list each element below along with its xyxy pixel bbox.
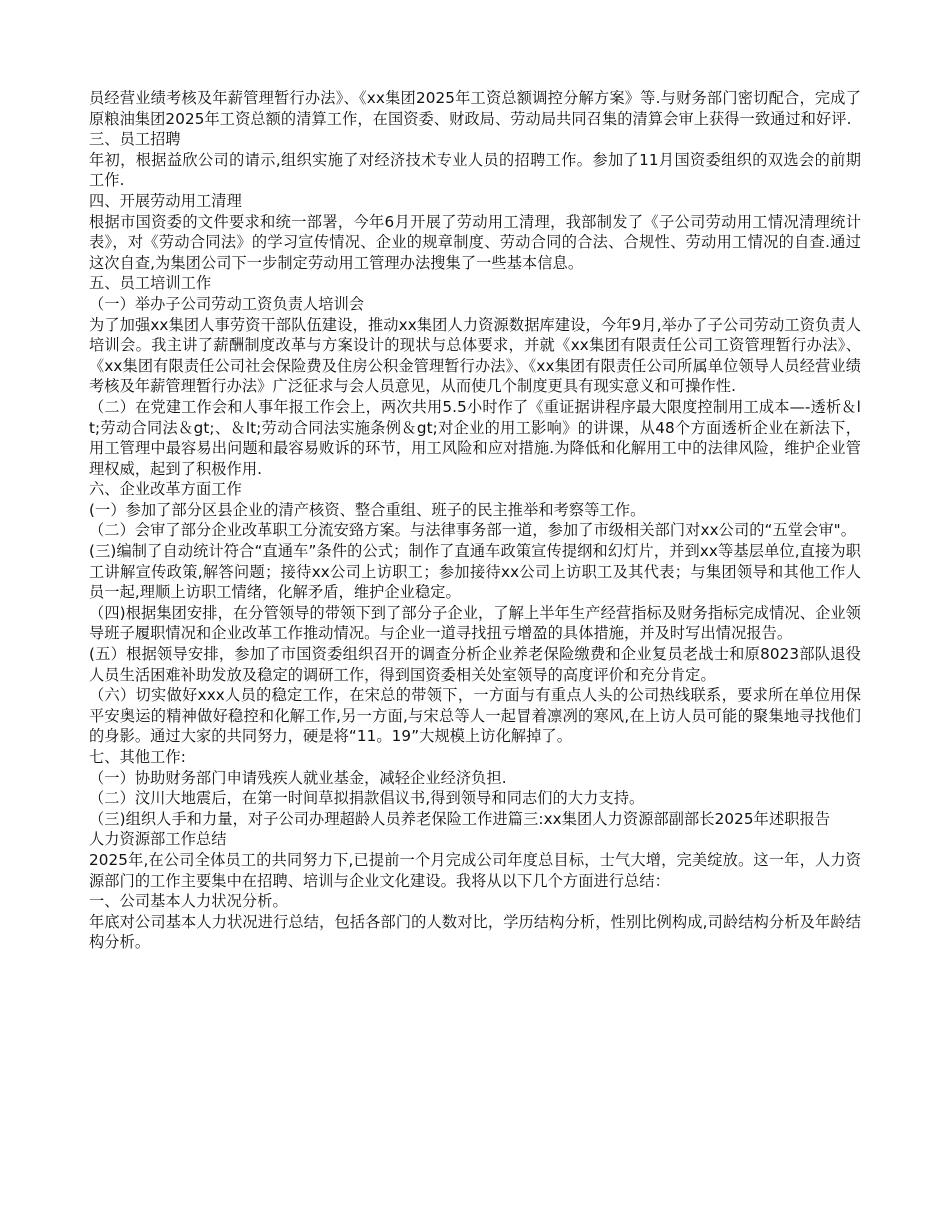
document-body <box>89 88 861 953</box>
list-item: （四)根据集团安排，在分管领导的带领下到了部分子企业，了解上半年生产经营指标及财务指标完成情况、企业领导班子履职情况和企业改革工作推动情况。与企业一道寻找扭亏增盈的具体措施，并及时写出情况报告。 <box>89 603 861 643</box>
list-item: （六）切实做好xxx人员的稳定工作，在宋总的带领下，一方面与有重点人头的公司热线联系，要求所在单位用保平安奥运的精神做好稳控和化解工作,另一方面,与宋总等人一起冒着凛冽的寒风,在上访人员可能的聚集地寻找他们的身影。通过大家的共同努力，硬是将“11。19”大规模上访化解掉了。 <box>89 686 861 746</box>
paragraph: 2025年,在公司全体员工的共同努力下,已提前一个月完成公司年度总目标，士气大增，完美绽放。这一年，人力资源部门的工作主要集中在招聘、培训与企业文化建设。我将从以下几个方面进行总结： <box>89 850 861 890</box>
list-item: （一）协助财务部门申请残疾人就业基金，减轻企业经济负担. <box>89 768 507 787</box>
section-heading: 六、企业改革方面工作 <box>89 480 242 499</box>
paragraph: （二）在党建工作会和人事年报工作会上，两次共用5.5小时作了《重证据讲程序最大限度控制用工成本—-透析＆lt;劳动合同法＆gt;、＆lt;劳动合同法实施条例＆gt;对企业的用工影响》的讲课，从48个方面透析企业在新法下，用工管理中最容易出问题和最容易败诉的环节，用工风险和应对措施.为降低和化解用工中的法律风险，维护企业管理权威，起到了积极作用. <box>89 397 861 478</box>
subsection-heading: （一）举办子公司劳动工资负责人培训会 <box>89 294 365 313</box>
section-heading: 七、其他工作: <box>89 748 186 766</box>
list-item: (五）根据领导安排，参加了市国资委组织召开的调查分析企业养老保险缴费和企业复员老战士和原8023部队退役人员生活困难补助发放及稳定的调研工作，得到国资委相关处室领导的高度评价和充分肯定。 <box>89 645 861 684</box>
section-heading: 一、公司基本人力状况分析。 <box>89 892 288 911</box>
section-heading: 五、员工培训工作 <box>89 274 212 293</box>
list-item: （二）会审了部分企业改革职工分流安臵方案。与法律事务部一道，参加了市级相关部门对xx公司的“五堂会审"。 <box>89 521 857 540</box>
document-title: 人力资源部工作总结 <box>89 830 227 849</box>
list-item: （三)组织人手和力量，对子公司办理超龄人员养老保险工作进篇三:xx集团人力资源部副部长2025年述职报告 <box>89 809 831 828</box>
list-item: (三)编制了自动统计符合“直通车”条件的公式；制作了直通车政策宣传提纲和幻灯片，并到xx等基层单位,直接为职工讲解宣传政策,解答问题；接待xx公司上访职工；参加接待xx公司上访职工及其代表；与集团领导和其他工作人员一起,理顺上访职工情绪，化解矛盾，维护企业稳定。 <box>89 542 861 602</box>
paragraph: 年初，根据益欣公司的请示,组织实施了对经济技术专业人员的招聘工作。参加了11月国资委组织的双选会的前期工作. <box>89 150 861 190</box>
section-heading: 四、开展劳动用工清理 <box>89 191 242 210</box>
paragraph: 年底对公司基本人力状况进行总结，包括各部门的人数对比，学历结构分析，性别比例构成,司龄结构分析及年龄结构分析。 <box>89 912 861 952</box>
paragraph: 员经营业绩考核及年薪管理暂行办法》、《xx集团2025年工资总额调控分解方案》等.与财务部门密切配合，完成了原粮油集团2025年工资总额的清算工作，在国资委、财政局、劳动局共同召集的清算会审上获得一致通过和好评. <box>89 89 861 128</box>
list-item: (一）参加了部分区县企业的清产核资、整合重组、班子的民主推举和考察等工作。 <box>89 500 646 519</box>
section-heading: 三、员工招聘 <box>89 130 181 149</box>
paragraph: 为了加强xx集团人事劳资干部队伍建设，推动xx集团人力资源数据库建设，今年9月,举办了子公司劳动工资负责人培训会。我主讲了薪酬制度改革与方案设计的现状与总体要求，并就《xx集团有限责任公司工资管理暂行办法》、《xx集团有限责任公司社会保险费及住房公积金管理暂行办法》、《xx集团有限责任公司所属单位领导人员经营业绩考核及年薪管理暂行办法》广泛征求与会人员意见，从而使几个制度更具有现实意义和可操作性. <box>89 315 861 396</box>
paragraph: 根据市国资委的文件要求和统一部署，今年6月开展了劳动用工清理，我部制发了《子公司劳动用工情况清理统计表》，对《劳动合同法》的学习宣传情况、企业的规章制度、劳动合同的合法、合规性、劳动用工情况的自查.通过这次自查,为集团公司下一步制定劳动用工管理办法搜集了一些基本信息。 <box>89 212 861 272</box>
list-item: （二）汶川大地震后，在第一时间草拟捐款倡议书,得到领导和同志们的大力支持。 <box>89 789 645 808</box>
